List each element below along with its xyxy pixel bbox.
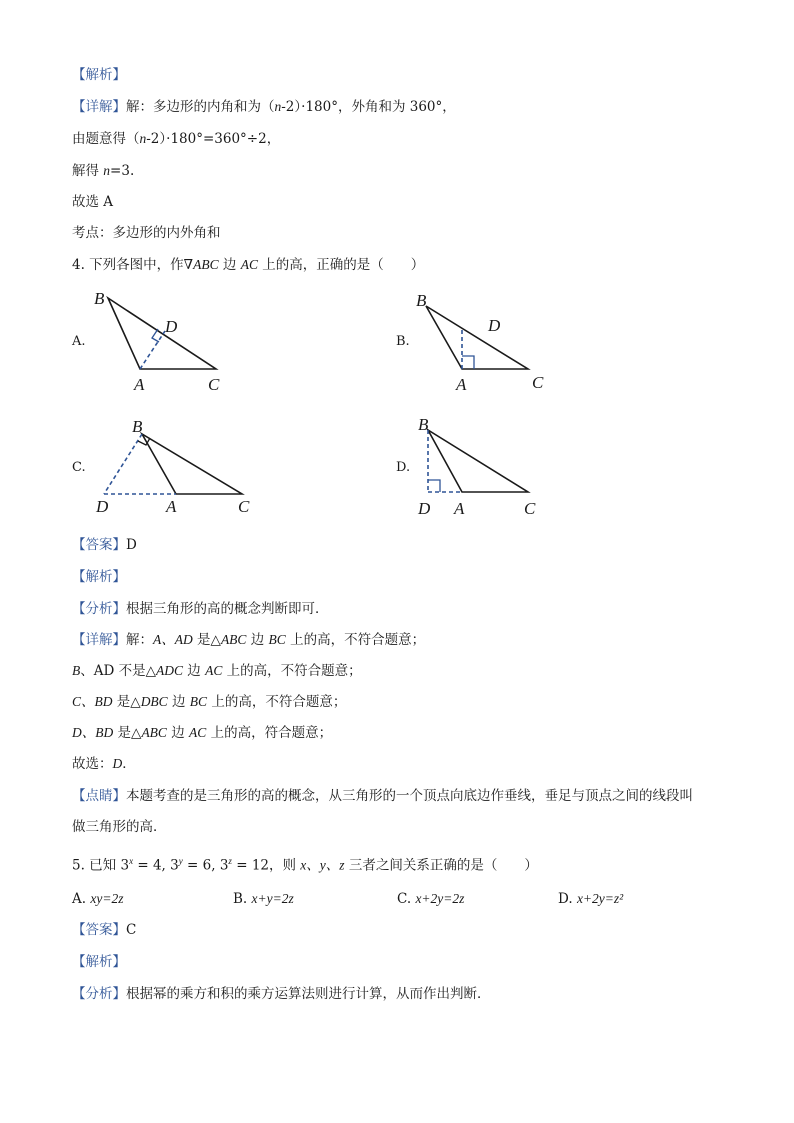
figure-c <box>92 414 264 522</box>
p3-detail-pre: 解：多边形的内角和为（ <box>126 99 275 115</box>
jiexi-heading-4: 【解析】 <box>72 569 126 585</box>
math: D、BD <box>72 725 114 740</box>
p3-detail-line <box>72 98 456 116</box>
math: BC <box>189 694 208 709</box>
detail-tag: 【详解】 <box>72 632 126 648</box>
math: 3 <box>170 857 179 874</box>
q5-option-a <box>72 890 123 908</box>
q4-dianjing-2: 做三角形的高． <box>72 819 167 835</box>
q4-dianjing-1 <box>72 787 693 805</box>
option-label-c: C. <box>72 460 86 475</box>
option-label-d: D. <box>396 460 411 475</box>
point-d-label: D <box>96 497 109 516</box>
point-d-label: D <box>488 316 501 335</box>
q4-stem-pre: 4. 下列各图中，作 <box>72 257 184 273</box>
option-label: A. <box>72 891 91 907</box>
option-label-a: A. <box>72 334 86 349</box>
point-d-label: D <box>165 317 178 336</box>
point-b-label: B <box>132 417 143 436</box>
var-n: n <box>274 99 282 114</box>
answer-tag: 【答案】 <box>72 537 126 553</box>
point-b-label: B <box>416 291 427 310</box>
option-label: B. <box>233 891 252 907</box>
figure-b <box>410 284 570 396</box>
math: x、y、z <box>300 857 345 873</box>
altitude-bd <box>104 434 142 494</box>
point-c-label: C <box>238 497 250 516</box>
point-a-label: A <box>134 375 145 394</box>
var-n: n <box>139 131 147 146</box>
var-n: n <box>103 163 111 178</box>
point-b-label: B <box>94 289 105 308</box>
p3-solve-line <box>72 162 134 180</box>
option-text: x+2y=z² <box>576 891 624 906</box>
figure-d <box>410 410 570 522</box>
math: = 6, <box>182 857 220 874</box>
jiexi-heading-3: 【解析】 <box>72 67 126 83</box>
text: 解： <box>126 632 153 648</box>
exponent: y <box>178 856 183 866</box>
point-c-label: C <box>524 499 536 518</box>
answer-value: D <box>126 537 137 553</box>
option-label: D. <box>558 891 577 907</box>
text: 上的高，符合题意； <box>206 725 333 741</box>
point-c-label: C <box>208 375 220 394</box>
option-text: x+y=2z <box>251 891 294 906</box>
analysis-tag: 【分析】 <box>72 601 126 617</box>
point-a-label: A <box>454 499 465 518</box>
jiexi-heading-5: 【解析】 <box>72 954 126 970</box>
q4-detail-d <box>72 724 332 742</box>
q4-detail-c <box>72 693 346 711</box>
text: 边 <box>246 632 269 648</box>
figure-a <box>88 284 248 396</box>
p3-equation-line <box>72 130 280 148</box>
p3-choice: 故选 A <box>72 194 114 210</box>
answer-value: C <box>126 922 137 938</box>
q4-stem-mid: 边 <box>218 257 241 273</box>
math: ABC <box>220 632 247 647</box>
text: ，则 <box>269 857 301 874</box>
q4-stem-side: AC <box>240 257 258 272</box>
text: 边 <box>183 663 206 679</box>
text: 边 <box>166 725 190 741</box>
math: = 4, <box>133 857 171 874</box>
p3-solve-pre: 解得 <box>72 163 104 179</box>
p3-detail-mid: -2）·180°，外角和为 360°， <box>281 99 456 115</box>
text: 故选： <box>72 756 113 772</box>
text: 是△ <box>113 725 142 741</box>
p3-eq-pre: 由题意得（ <box>72 131 140 147</box>
analysis-text: 根据三角形的高的概念判断即可． <box>126 601 329 617</box>
right-angle-mark <box>428 480 440 492</box>
math: ABC <box>141 725 167 740</box>
q4-stem <box>72 256 424 274</box>
q5-option-c <box>397 890 464 908</box>
text: 边 <box>167 694 190 710</box>
option-label: C. <box>397 891 416 907</box>
q5-option-b <box>233 890 294 908</box>
p3-kaodian: 考点：多边形的内外角和 <box>72 225 221 241</box>
math: AC <box>205 663 223 678</box>
math: = 12 <box>231 857 269 874</box>
math: D <box>112 756 123 771</box>
math: 3 <box>120 857 130 874</box>
triangle-abc <box>426 306 528 369</box>
q5-stem <box>72 852 538 875</box>
option-text: xy=2z <box>90 891 124 906</box>
option-label-b: B. <box>396 334 410 349</box>
math: C、BD <box>72 694 113 709</box>
text: 5. 已知 <box>72 857 121 874</box>
point-c-label: C <box>532 373 544 392</box>
q4-detail-a <box>72 631 425 649</box>
text: 上的高，不符合题意； <box>207 694 347 710</box>
text: 本题考查的是三角形的高的概念，从三角形的一个顶点向底边作垂线，垂足与顶点之间的线段叫 <box>126 788 693 804</box>
text: 是△ <box>192 632 221 648</box>
dianjing-tag: 【点睛】 <box>72 788 126 804</box>
math: ADC <box>156 663 183 678</box>
p3-solve-post: =3. <box>110 163 135 179</box>
q4-stem-post: 上的高，正确的是（ ） <box>257 257 425 273</box>
math: 3 <box>219 857 229 874</box>
right-angle-mark <box>462 356 474 369</box>
q5-option-d <box>558 890 623 908</box>
q4-choice <box>72 755 136 773</box>
analysis-tag: 【分析】 <box>72 986 126 1002</box>
triangle-abc <box>428 430 528 492</box>
q5-answer <box>72 921 136 939</box>
point-a-label: A <box>166 497 177 516</box>
q5-analysis <box>72 985 491 1003</box>
exponent: z <box>228 856 232 866</box>
option-text: x+2y=2z <box>415 891 465 906</box>
math: AC <box>189 725 207 740</box>
point-b-label: B <box>418 415 429 434</box>
q4-answer <box>72 536 137 554</box>
text: 是△ <box>112 694 141 710</box>
analysis-text: 根据幂的乘方和积的乘方运算法则进行计算，从而作出判断． <box>126 986 491 1002</box>
math: BC <box>268 632 286 647</box>
q4-analysis <box>72 600 329 618</box>
math: A、AD <box>153 632 193 647</box>
exponent: x <box>129 856 134 866</box>
math: B <box>72 663 81 678</box>
triangle-abc <box>142 434 242 494</box>
q4-stem-triangle: ∇ABC <box>183 257 219 272</box>
q4-detail-b <box>72 662 362 680</box>
detail-tag: 【详解】 <box>72 99 126 115</box>
text: ． <box>122 756 136 772</box>
text: 三者之间关系正确的是（ ） <box>344 857 538 874</box>
text: 、AD 不是△ <box>80 663 156 679</box>
triangle-abc <box>108 298 216 369</box>
math: DBC <box>140 694 168 709</box>
point-d-label: D <box>418 499 431 518</box>
text: 上的高，不符合题意； <box>285 632 426 648</box>
text: 上的高，不符合题意； <box>222 663 362 679</box>
point-a-label: A <box>456 375 467 394</box>
p3-eq-post: -2）·180°=360°÷2， <box>146 131 281 147</box>
answer-tag: 【答案】 <box>72 922 126 938</box>
